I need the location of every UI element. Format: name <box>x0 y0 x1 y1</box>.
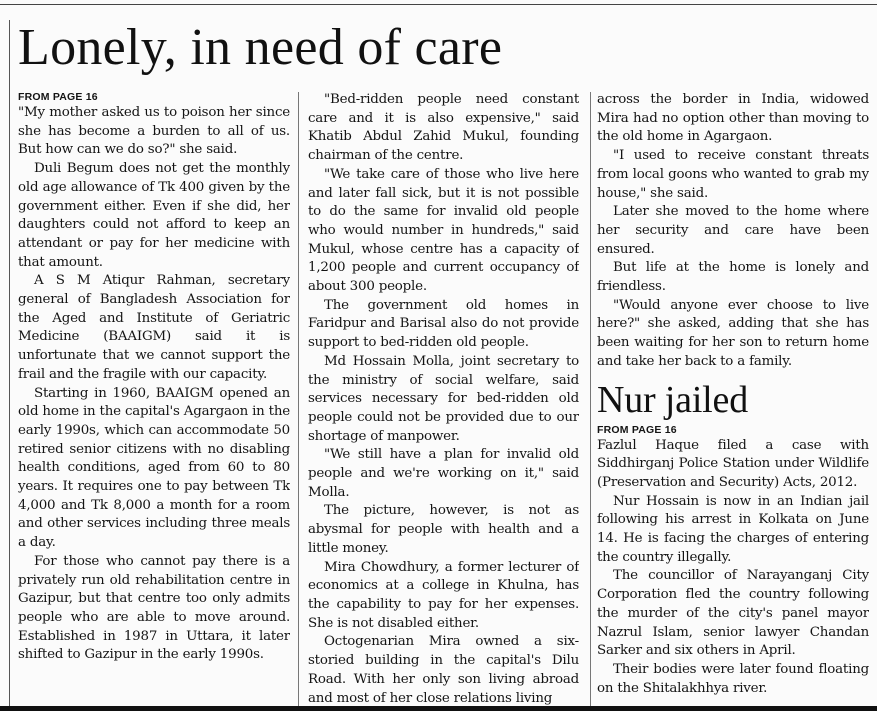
top-border-rule <box>0 4 877 5</box>
paragraph: The picture, however, is not as abysmal for people with health and a little money. <box>308 503 579 556</box>
paragraph: For those who cannot pay there is a privately run old rehabilitation centre in Gazipur, but that centre too only admits people who are able to move around. Established in 1987 in Uttara, it later shifted to Gazipur in the early 1990s. <box>18 553 290 663</box>
article-headline: Lonely, in need of care <box>18 19 503 76</box>
paragraph: Md Hossain Molla, joint secretary to the ministry of social welfare, said services necessary for bed-ridden old people could not be provided due to our shortage of manpower. <box>308 353 579 444</box>
paragraph: "I used to receive constant threats from local goons who wanted to grab my house," she said. <box>597 148 869 201</box>
paragraph: The government old homes in Faridpur and Barisal also do not provide support to bed-ridden old people. <box>308 297 579 351</box>
from-page-label: FROM PAGE 16 <box>18 91 98 103</box>
paragraph: "My mother asked us to poison her since she has become a burden to all of us. But how can we do so?" she said. <box>18 105 290 158</box>
column-divider-2 <box>590 92 591 707</box>
paragraph: across the border in India, widowed Mira had no option other than moving to the old home in Agargaon. <box>597 92 869 145</box>
article-column-2 <box>308 91 579 706</box>
paragraph: Mira Chowdhury, a former lecturer of economics at a college in Khulna, has the capability to pay for her expenses. She is not disabled either. <box>308 559 579 631</box>
paragraph: "We still have a plan for invalid old people and we're working on it," said Molla. <box>308 447 579 500</box>
paragraph: Their bodies were later found floating on the Shitalakhhya river. <box>597 661 869 696</box>
paragraph: Octogenarian Mira owned a six-storied building in the capital's Dilu Road. With her only son living abroad and most of her close relations living <box>308 634 579 706</box>
paragraph: Later she moved to the home where her security and care have been ensured. <box>597 204 869 257</box>
paragraph: "Would anyone ever choose to live here?" she asked, adding that she has been waiting for her son to return home and take her back to a family. <box>597 297 869 369</box>
column-divider-1 <box>298 92 299 707</box>
article-column-3 <box>597 91 869 706</box>
paragraph: A S M Atiqur Rahman, secretary general of Bangladesh Association for the Aged and Institute of Geriatric Medicine (BAAIGM) said it is unfortunate that we cannot support the frail and the fragile with our capacity. <box>18 273 290 382</box>
paragraph: Duli Begum does not get the monthly old age allowance of Tk 400 given by the government either. Even if she did, her daughters could not afford to keep an attendant or pay for her medicine with that amount. <box>18 161 290 270</box>
paragraph: Fazlul Haque filed a case with Siddhirganj Police Station under Wildlife (Preservation and Security) Acts, 2012. <box>597 437 869 490</box>
paragraph: Starting in 1960, BAAIGM opened an old home in the capital's Agargaon in the early 1990s, which can accommodate 50 retired senior citizens with no disabling health conditions, aged from 60 to 80 years. It requires one to pay between Tk 4,000 and Tk 8,000 a month for a room and other services including three meals a day. <box>18 385 290 551</box>
paragraph: "We take care of those who live here and later fall sick, but it is not possible to do the same for invalid old people who would number in hundreds," said Mukul, whose centre has a capacity of 1,200 people and current occupancy of about 300 people. <box>308 166 579 295</box>
bottom-border-rule <box>0 706 877 711</box>
article-column-1 <box>18 91 290 706</box>
paragraph: But life at the home is lonely and friendless. <box>597 260 869 295</box>
left-border-rule <box>9 20 10 710</box>
second-article-headline: Nur jailed <box>597 378 749 421</box>
paragraph: The councillor of Narayanganj City Corporation fled the country following the murder of the city's panel mayor Nazrul Islam, senior lawyer Chandan Sarker and six others in April. <box>597 568 869 659</box>
paragraph: Nur Hossain is now in an Indian jail following his arrest in Kolkata on June 14. He is facing the charges of entering the country illegally. <box>597 493 869 565</box>
second-from-page-label: FROM PAGE 16 <box>597 423 677 436</box>
paragraph: "Bed-ridden people need constant care and it is also expensive," said Khatib Abdul Zahid Mukul, founding chairman of the centre. <box>308 92 579 164</box>
